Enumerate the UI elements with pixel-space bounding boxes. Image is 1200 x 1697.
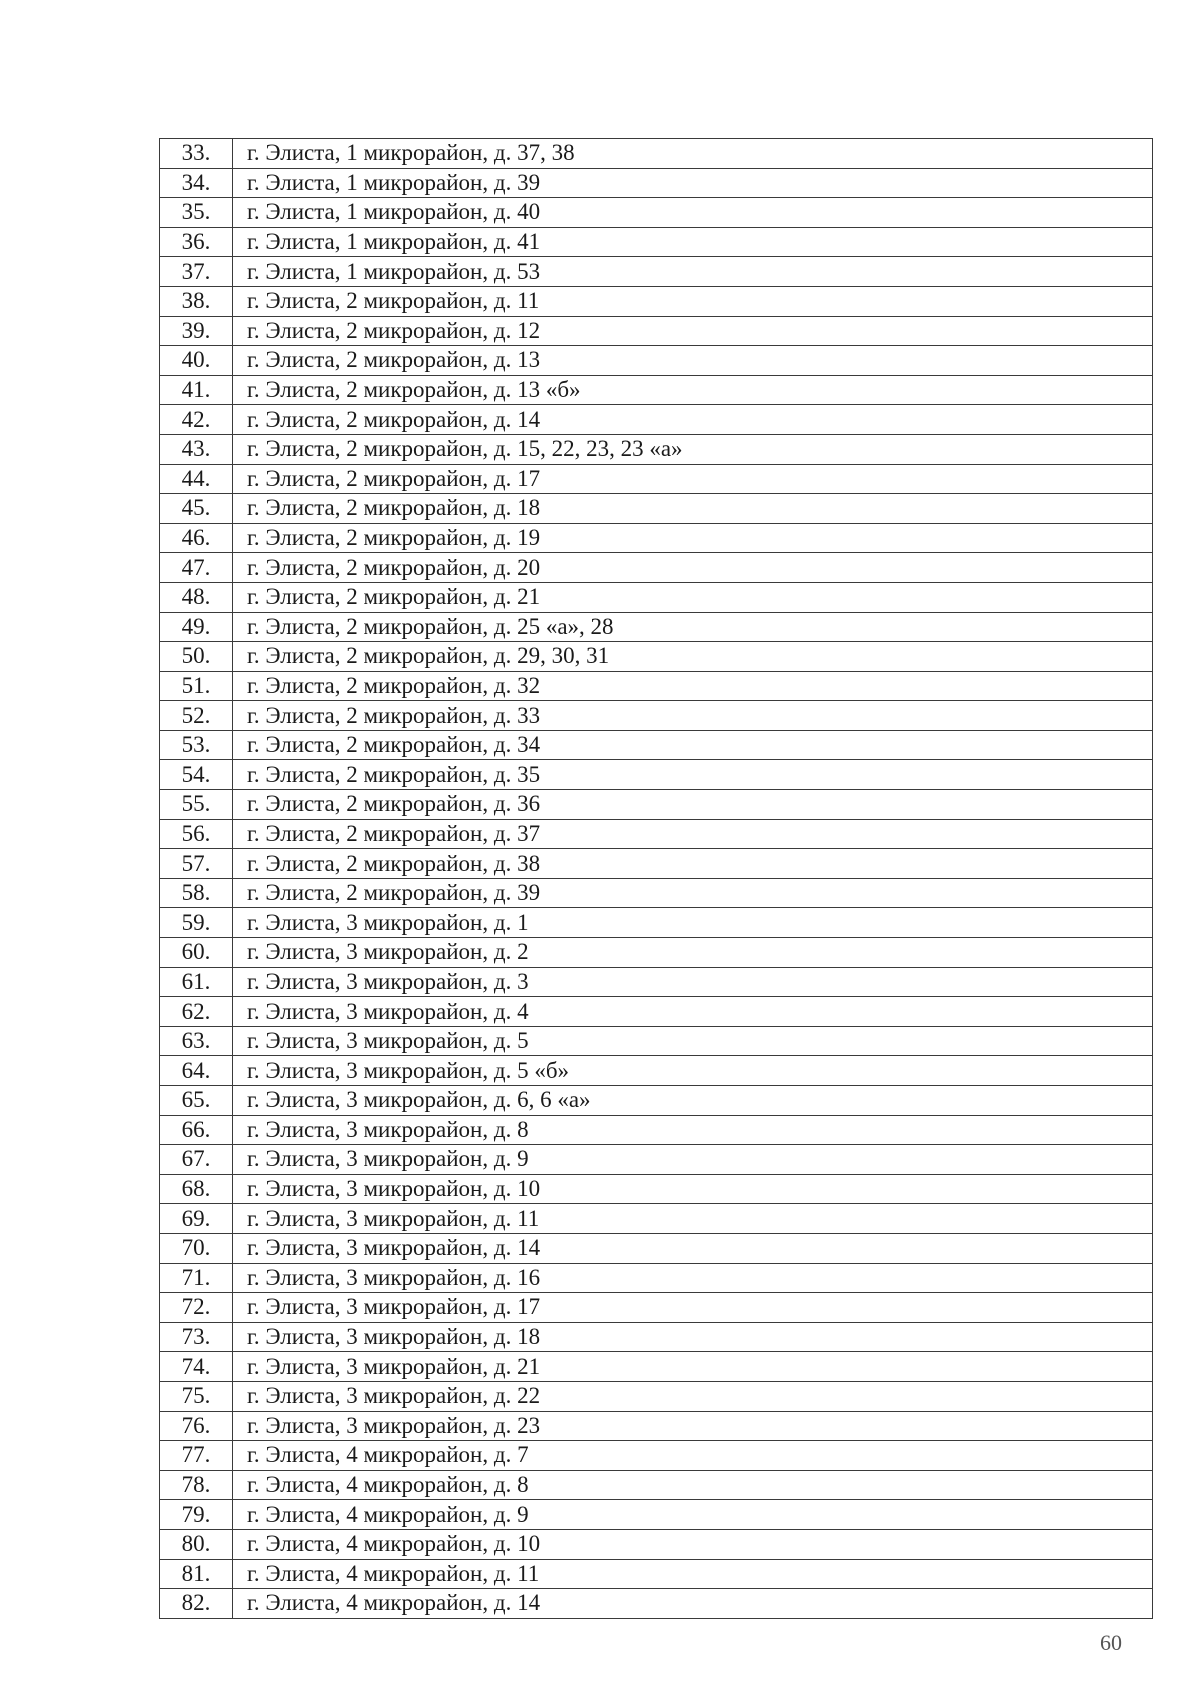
table-row	[160, 257, 1153, 287]
row-number: 48.	[160, 582, 233, 612]
row-number: 77.	[160, 1441, 233, 1471]
table-row	[160, 908, 1153, 938]
table-row	[160, 582, 1153, 612]
table-row	[160, 1559, 1153, 1589]
table-row	[160, 790, 1153, 820]
table-row	[160, 168, 1153, 198]
table-row	[160, 1056, 1153, 1086]
table-row	[160, 642, 1153, 672]
row-number: 60.	[160, 938, 233, 968]
table-row	[160, 1204, 1153, 1234]
table-row	[160, 346, 1153, 376]
row-address: г. Элиста, 2 микрорайон, д. 21	[233, 582, 1153, 612]
row-number: 64.	[160, 1056, 233, 1086]
row-number: 43.	[160, 434, 233, 464]
table-row	[160, 878, 1153, 908]
table-row	[160, 849, 1153, 879]
row-address: г. Элиста, 3 микрорайон, д. 11	[233, 1204, 1153, 1234]
address-table	[159, 138, 1153, 1619]
row-number: 33.	[160, 139, 233, 169]
row-address: г. Элиста, 3 микрорайон, д. 4	[233, 997, 1153, 1027]
table-row	[160, 494, 1153, 524]
row-address: г. Элиста, 1 микрорайон, д. 39	[233, 168, 1153, 198]
row-address: г. Элиста, 2 микрорайон, д. 37	[233, 819, 1153, 849]
row-address: г. Элиста, 2 микрорайон, д. 11	[233, 286, 1153, 316]
row-number: 57.	[160, 849, 233, 879]
row-number: 80.	[160, 1529, 233, 1559]
row-address: г. Элиста, 2 микрорайон, д. 35	[233, 760, 1153, 790]
row-address: г. Элиста, 3 микрорайон, д. 5	[233, 1026, 1153, 1056]
row-address: г. Элиста, 2 микрорайон, д. 14	[233, 405, 1153, 435]
row-number: 78.	[160, 1470, 233, 1500]
table-row	[160, 1381, 1153, 1411]
row-address: г. Элиста, 3 микрорайон, д. 6, 6 «а»	[233, 1086, 1153, 1116]
row-number: 45.	[160, 494, 233, 524]
table-row	[160, 375, 1153, 405]
row-address: г. Элиста, 2 микрорайон, д. 15, 22, 23, 23 «а»	[233, 434, 1153, 464]
table-row	[160, 1233, 1153, 1263]
row-address: г. Элиста, 3 микрорайон, д. 2	[233, 938, 1153, 968]
table-row	[160, 405, 1153, 435]
row-number: 50.	[160, 642, 233, 672]
row-address: г. Элиста, 2 микрорайон, д. 12	[233, 316, 1153, 346]
row-address: г. Элиста, 1 микрорайон, д. 41	[233, 227, 1153, 257]
table-row	[160, 1470, 1153, 1500]
row-number: 67.	[160, 1145, 233, 1175]
row-number: 36.	[160, 227, 233, 257]
row-address: г. Элиста, 1 микрорайон, д. 40	[233, 198, 1153, 228]
row-number: 69.	[160, 1204, 233, 1234]
row-address: г. Элиста, 3 микрорайон, д. 17	[233, 1293, 1153, 1323]
row-address: г. Элиста, 4 микрорайон, д. 9	[233, 1500, 1153, 1530]
row-address: г. Элиста, 4 микрорайон, д. 14	[233, 1589, 1153, 1619]
table-row	[160, 938, 1153, 968]
table-row	[160, 819, 1153, 849]
row-address: г. Элиста, 4 микрорайон, д. 8	[233, 1470, 1153, 1500]
table-row	[160, 1174, 1153, 1204]
row-address: г. Элиста, 2 микрорайон, д. 39	[233, 878, 1153, 908]
row-address: г. Элиста, 2 микрорайон, д. 18	[233, 494, 1153, 524]
row-number: 74.	[160, 1352, 233, 1382]
row-address: г. Элиста, 3 микрорайон, д. 10	[233, 1174, 1153, 1204]
row-number: 52.	[160, 701, 233, 731]
row-address: г. Элиста, 3 микрорайон, д. 21	[233, 1352, 1153, 1382]
row-number: 56.	[160, 819, 233, 849]
row-number: 40.	[160, 346, 233, 376]
row-address: г. Элиста, 3 микрорайон, д. 3	[233, 967, 1153, 997]
row-address: г. Элиста, 1 микрорайон, д. 37, 38	[233, 139, 1153, 169]
row-number: 76.	[160, 1411, 233, 1441]
table-row	[160, 198, 1153, 228]
row-address: г. Элиста, 2 микрорайон, д. 13 «б»	[233, 375, 1153, 405]
row-number: 41.	[160, 375, 233, 405]
row-number: 73.	[160, 1322, 233, 1352]
row-number: 81.	[160, 1559, 233, 1589]
row-number: 63.	[160, 1026, 233, 1056]
table-row	[160, 1589, 1153, 1619]
table-row	[160, 1500, 1153, 1530]
row-address: г. Элиста, 3 микрорайон, д. 5 «б»	[233, 1056, 1153, 1086]
address-table-body	[160, 139, 1153, 1619]
address-table-container	[159, 138, 1153, 1619]
row-number: 37.	[160, 257, 233, 287]
row-address: г. Элиста, 2 микрорайон, д. 19	[233, 523, 1153, 553]
row-address: г. Элиста, 2 микрорайон, д. 29, 30, 31	[233, 642, 1153, 672]
row-address: г. Элиста, 4 микрорайон, д. 10	[233, 1529, 1153, 1559]
row-address: г. Элиста, 3 микрорайон, д. 16	[233, 1263, 1153, 1293]
row-address: г. Элиста, 2 микрорайон, д. 38	[233, 849, 1153, 879]
table-row	[160, 434, 1153, 464]
table-row	[160, 1411, 1153, 1441]
table-row	[160, 1352, 1153, 1382]
row-number: 61.	[160, 967, 233, 997]
row-address: г. Элиста, 3 микрорайон, д. 14	[233, 1233, 1153, 1263]
row-number: 72.	[160, 1293, 233, 1323]
row-number: 58.	[160, 878, 233, 908]
row-address: г. Элиста, 2 микрорайон, д. 20	[233, 553, 1153, 583]
table-row	[160, 227, 1153, 257]
row-number: 44.	[160, 464, 233, 494]
table-row	[160, 1293, 1153, 1323]
table-row	[160, 1145, 1153, 1175]
table-row	[160, 997, 1153, 1027]
row-number: 38.	[160, 286, 233, 316]
table-row	[160, 1529, 1153, 1559]
row-address: г. Элиста, 4 микрорайон, д. 7	[233, 1441, 1153, 1471]
row-number: 59.	[160, 908, 233, 938]
table-row	[160, 1322, 1153, 1352]
row-number: 68.	[160, 1174, 233, 1204]
table-row	[160, 1086, 1153, 1116]
row-address: г. Элиста, 1 микрорайон, д. 53	[233, 257, 1153, 287]
table-row	[160, 730, 1153, 760]
row-address: г. Элиста, 2 микрорайон, д. 36	[233, 790, 1153, 820]
row-number: 70.	[160, 1233, 233, 1263]
row-address: г. Элиста, 4 микрорайон, д. 11	[233, 1559, 1153, 1589]
row-number: 71.	[160, 1263, 233, 1293]
row-address: г. Элиста, 2 микрорайон, д. 25 «а», 28	[233, 612, 1153, 642]
row-address: г. Элиста, 2 микрорайон, д. 17	[233, 464, 1153, 494]
table-row	[160, 671, 1153, 701]
row-number: 42.	[160, 405, 233, 435]
table-row	[160, 139, 1153, 169]
row-address: г. Элиста, 3 микрорайон, д. 22	[233, 1381, 1153, 1411]
table-row	[160, 1115, 1153, 1145]
row-number: 53.	[160, 730, 233, 760]
row-number: 55.	[160, 790, 233, 820]
table-row	[160, 1441, 1153, 1471]
row-address: г. Элиста, 2 микрорайон, д. 32	[233, 671, 1153, 701]
row-address: г. Элиста, 3 микрорайон, д. 23	[233, 1411, 1153, 1441]
table-row	[160, 1263, 1153, 1293]
row-number: 82.	[160, 1589, 233, 1619]
page-number: 60	[1100, 1630, 1122, 1655]
table-row	[160, 553, 1153, 583]
row-number: 75.	[160, 1381, 233, 1411]
row-number: 65.	[160, 1086, 233, 1116]
row-address: г. Элиста, 2 микрорайон, д. 33	[233, 701, 1153, 731]
row-number: 79.	[160, 1500, 233, 1530]
row-number: 35.	[160, 198, 233, 228]
row-address: г. Элиста, 2 микрорайон, д. 34	[233, 730, 1153, 760]
row-number: 39.	[160, 316, 233, 346]
row-number: 51.	[160, 671, 233, 701]
row-number: 54.	[160, 760, 233, 790]
row-address: г. Элиста, 3 микрорайон, д. 9	[233, 1145, 1153, 1175]
row-address: г. Элиста, 3 микрорайон, д. 8	[233, 1115, 1153, 1145]
table-row	[160, 464, 1153, 494]
row-address: г. Элиста, 2 микрорайон, д. 13	[233, 346, 1153, 376]
row-number: 66.	[160, 1115, 233, 1145]
table-row	[160, 316, 1153, 346]
row-number: 34.	[160, 168, 233, 198]
row-address: г. Элиста, 3 микрорайон, д. 1	[233, 908, 1153, 938]
table-row	[160, 760, 1153, 790]
row-number: 46.	[160, 523, 233, 553]
table-row	[160, 1026, 1153, 1056]
row-address: г. Элиста, 3 микрорайон, д. 18	[233, 1322, 1153, 1352]
table-row	[160, 523, 1153, 553]
row-number: 62.	[160, 997, 233, 1027]
table-row	[160, 967, 1153, 997]
row-number: 47.	[160, 553, 233, 583]
table-row	[160, 286, 1153, 316]
table-row	[160, 612, 1153, 642]
row-number: 49.	[160, 612, 233, 642]
table-row	[160, 701, 1153, 731]
